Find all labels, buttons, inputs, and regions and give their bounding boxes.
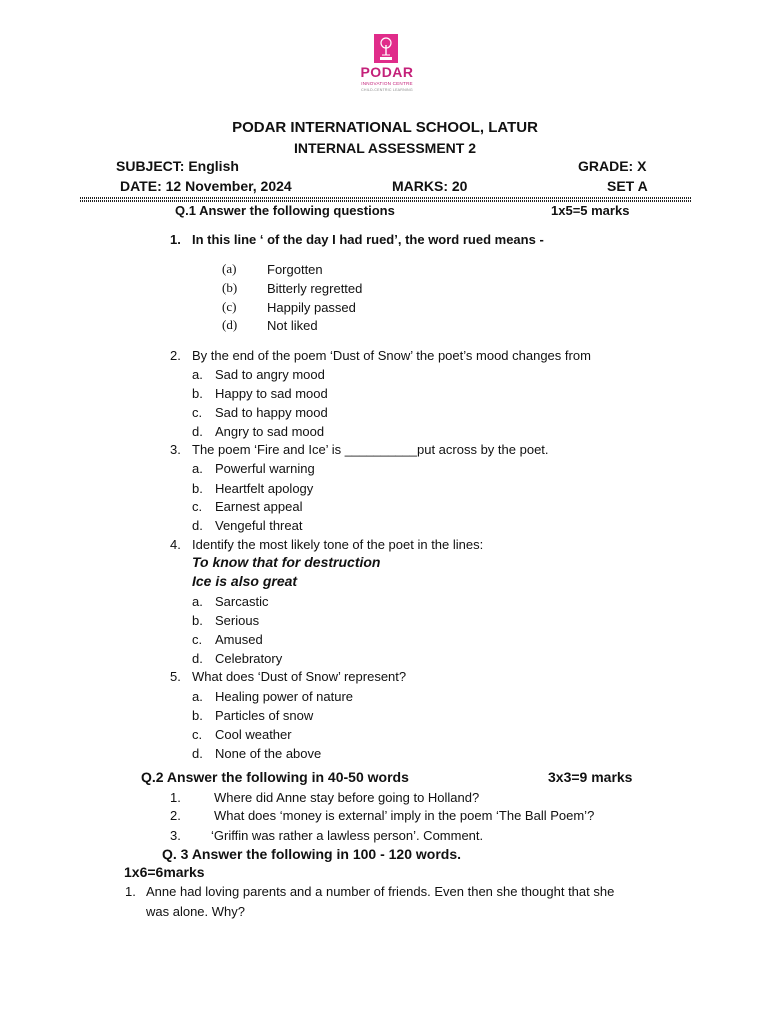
option-label: c. (192, 727, 203, 742)
option-text: Particles of snow (215, 708, 314, 723)
question-number: 2. (170, 808, 181, 823)
q1-marks: 1x5=5 marks (551, 203, 630, 218)
question-text: What does ‘money is external’ imply in the poem ‘The Ball Poem’? (214, 808, 595, 823)
option-label: (b) (222, 280, 238, 295)
option-label: a. (192, 689, 203, 704)
school-name: PODAR INTERNATIONAL SCHOOL, LATUR (232, 119, 538, 136)
logo-tagline: CHILD-CENTRIC LEARNING (361, 88, 413, 92)
date-label: DATE: 12 November, 2024 (120, 178, 292, 194)
question-text-continued: was alone. Why? (146, 904, 245, 919)
question-number: 3. (170, 828, 181, 843)
option-text: None of the above (215, 746, 322, 761)
option-text: Amused (215, 632, 263, 647)
question-number: 1. (125, 884, 136, 899)
school-logo (352, 32, 422, 102)
tree-logo-icon (374, 34, 398, 63)
poem-quote-line: Ice is also great (192, 573, 298, 589)
option-text: Angry to sad mood (215, 424, 325, 439)
option-label: a. (192, 594, 203, 609)
option-label: b. (192, 708, 203, 723)
option-text: Happily passed (267, 300, 356, 315)
q2-marks: 3x3=9 marks (548, 769, 633, 785)
question-text: Where did Anne stay before going to Holland? (214, 790, 480, 805)
question-text: By the end of the poem ‘Dust of Snow’ the poet’s mood changes from (192, 348, 591, 363)
option-text: Serious (215, 613, 260, 628)
option-text: Sad to happy mood (215, 405, 328, 420)
subject-label: SUBJECT: English (116, 158, 239, 174)
option-label: (a) (222, 261, 237, 276)
marks-label: MARKS: 20 (392, 178, 468, 194)
option-text: Sad to angry mood (215, 367, 325, 382)
option-text: Celebratory (215, 651, 283, 666)
question-number: 5. (170, 669, 181, 684)
question-number: 1. (170, 790, 181, 805)
question-number: 1. (170, 232, 181, 247)
option-text: Powerful warning (215, 461, 315, 476)
option-label: c. (192, 405, 203, 420)
option-text: Cool weather (215, 727, 292, 742)
option-label: d. (192, 651, 203, 666)
q3-marks: 1x6=6marks (124, 864, 205, 880)
option-text: Forgotten (267, 262, 323, 277)
question-text: Anne had loving parents and a number of friends. Even then she thought that she (146, 884, 615, 899)
option-text: Not liked (267, 318, 318, 333)
question-text: The poem ‘Fire and Ice’ is __________put across by the poet. (192, 442, 549, 457)
question-text: In this line ‘ of the day I had rued’, the word rued means - (192, 232, 544, 247)
question-number: 2. (170, 348, 181, 363)
option-label: d. (192, 746, 203, 761)
option-label: d. (192, 424, 203, 439)
option-text: Heartfelt apology (215, 481, 314, 496)
question-text: What does ‘Dust of Snow’ represent? (192, 669, 407, 684)
option-text: Happy to sad mood (215, 386, 328, 401)
option-text: Bitterly regretted (267, 281, 363, 296)
option-label: c. (192, 632, 203, 647)
q2-title: Q.2 Answer the following in 40-50 words (141, 769, 409, 785)
q1-title: Q.1 Answer the following questions (175, 203, 395, 218)
poem-quote-line: To know that for destruction (192, 554, 381, 570)
option-label: b. (192, 613, 203, 628)
logo-subtitle: INNOVATION CENTRE (361, 81, 413, 86)
option-text: Sarcastic (215, 594, 269, 609)
option-label: b. (192, 481, 203, 496)
option-label: c. (192, 499, 203, 514)
set-label: SET A (607, 178, 648, 194)
grade-label: GRADE: X (578, 158, 647, 174)
option-label: (d) (222, 317, 238, 332)
option-label: a. (192, 367, 203, 382)
option-label: b. (192, 386, 203, 401)
question-number: 3. (170, 442, 181, 457)
option-text: Vengeful threat (215, 518, 303, 533)
header-divider (80, 197, 691, 202)
option-label: (c) (222, 299, 237, 314)
question-number: 4. (170, 537, 181, 552)
logo-name: PODAR (360, 64, 414, 80)
option-text: Healing power of nature (215, 689, 354, 704)
question-text: ‘Griffin was rather a lawless person’. Comment. (211, 828, 484, 843)
q3-title: Q. 3 Answer the following in 100 - 120 words. (162, 846, 461, 862)
option-label: a. (192, 461, 203, 476)
assessment-title: INTERNAL ASSESSMENT 2 (293, 140, 477, 156)
option-text: Earnest appeal (215, 499, 303, 514)
option-label: d. (192, 518, 203, 533)
question-text: Identify the most likely tone of the poet in the lines: (192, 537, 484, 552)
